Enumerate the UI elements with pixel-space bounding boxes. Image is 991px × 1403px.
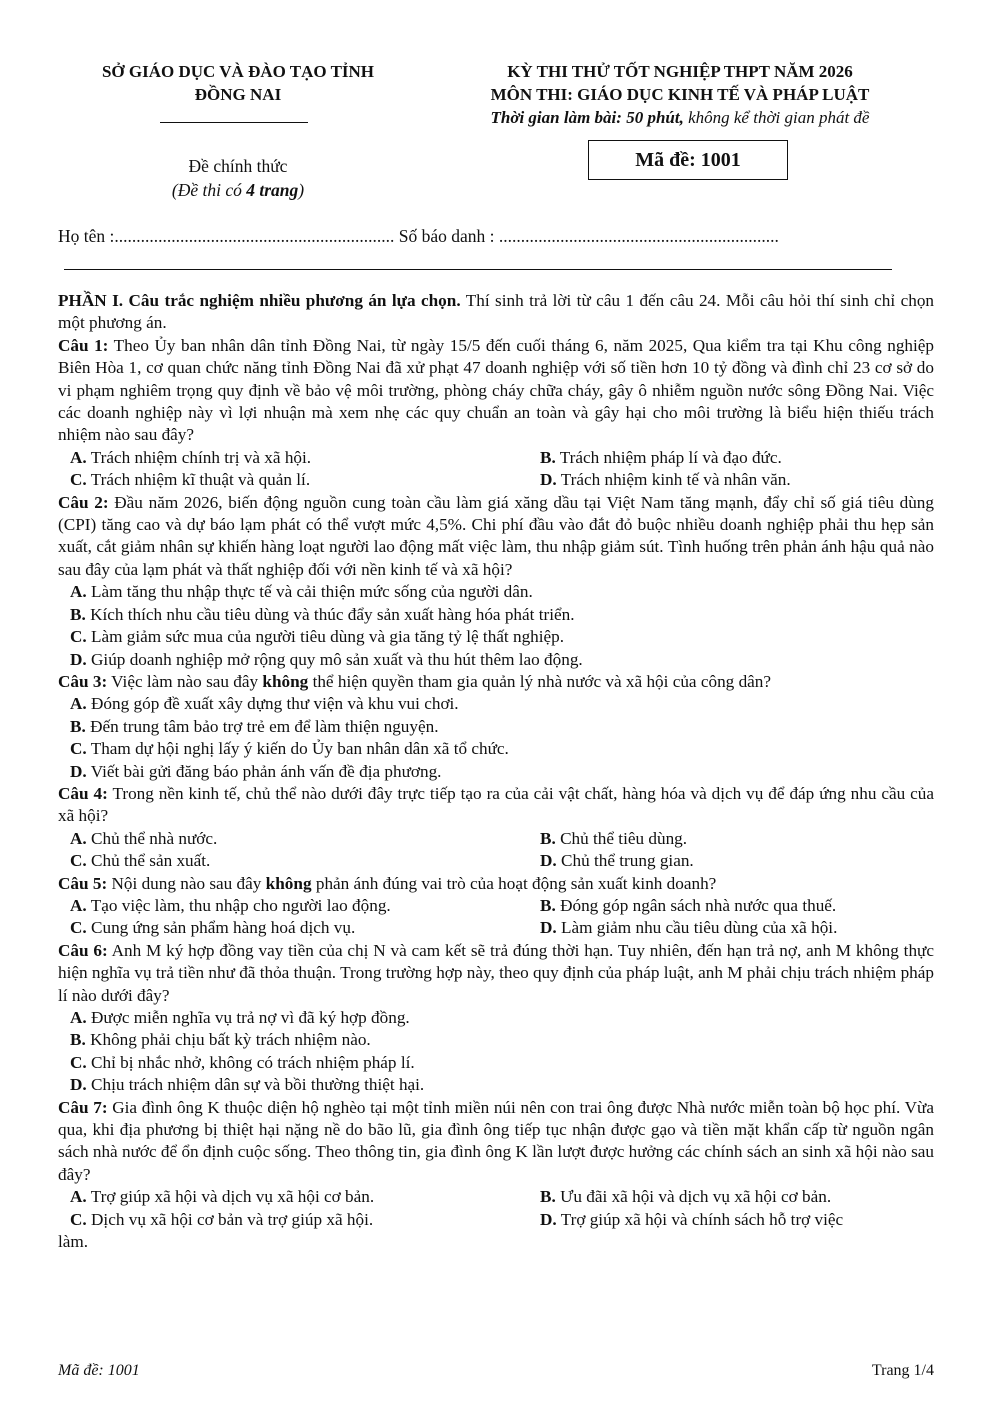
exam-time-rest: không kể thời gian phát đề (683, 108, 870, 127)
question-label: Câu 2: (58, 492, 109, 512)
options-row (58, 469, 934, 491)
question-text: Anh M ký hợp đồng vay tiền của chị N và cam kết sẽ trả đúng thời hạn. Tuy nhiên, đến hạn trả nợ, anh M không thực hiện nghĩa vụ trả tiền như đã thỏa thuận. Trong trường hợp này, theo quy định của pháp luật, anh M phải chịu trách nhiệm pháp lí nào dưới đây? (58, 940, 934, 1005)
question-text: Đầu năm 2026, biến động nguồn cung toàn cầu làm giá xăng dầu tại Việt Nam tăng mạnh, đẩy chỉ số giá tiêu dùng (CPI) tăng cao và dự báo lạm phát có thể vượt mức 4,5%. Chi phí đầu vào đắt đỏ buộc nhiều doanh nghiệp phải thu hẹp sản xuất, cắt giảm nhân sự khiến hàng loạt người lao động mất việc làm, thu nhập giảm sút. Tình huống trên phản ánh hậu quả nào sau đây của lạm phát và thất nghiệp đối với nền kinh tế và xã hội? (58, 492, 934, 579)
option-text: Cung ứng sản phẩm hàng hoá dịch vụ. (86, 918, 356, 938)
option-a (58, 895, 540, 917)
footer-page-number: Trang 1/4 (871, 1362, 934, 1379)
option-text: Trợ giúp xã hội và chính sách hỗ trợ việc (556, 1209, 844, 1229)
option-text: Chủ thể trung gian. (556, 851, 694, 871)
question-text: Nội dung nào sau đây (107, 873, 266, 893)
question-7 (58, 1097, 934, 1187)
option-d (58, 1074, 934, 1096)
option-text: Trách nhiệm kinh tế và nhân văn. (556, 470, 791, 490)
org-name-line2: ĐỒNG NAI (194, 85, 282, 104)
option-a (58, 693, 934, 715)
option-b (58, 604, 934, 626)
option-text: Chịu trách nhiệm dân sự và bồi thường thiệt hại. (86, 1075, 425, 1095)
option-d (540, 469, 934, 491)
option-text: Đóng góp ngân sách nhà nước qua thuế. (555, 895, 837, 915)
option-d (58, 761, 934, 783)
section-title: PHẦN I. Câu trắc nghiệm nhiều phương án lựa chọn. (58, 291, 461, 310)
option-letter: C. (70, 739, 87, 759)
question-emphasis: không (262, 671, 309, 691)
option-letter: B. (540, 828, 556, 848)
question-text: Gia đình ông K thuộc diện hộ nghèo tại một tỉnh miền núi nên con trai ông được Nhà nước miễn toàn bộ học phí. Vừa qua, khi địa phương bị thiệt hại nặng nề do bão lũ, gia đình ông tiếp tục nhận được gạo và tiền mặt khẩn cấp từ nguồn ngân sách nhà nước để ổn định cuộc sống. Theo thông tin, gia đình ông K lần lượt được hưởng các chính sách an sinh xã hội nào sau đây? (58, 1097, 934, 1184)
header-rule (64, 269, 892, 270)
option-text: Dịch vụ xã hội cơ bản và trợ giúp xã hội. (86, 1209, 374, 1229)
option-letter: D. (70, 1075, 87, 1095)
candidate-info-line: Họ tên :................................................................ Số báo danh : ................................................................ (58, 226, 779, 246)
option-text: Đến trung tâm bảo trợ trẻ em để làm thiện nguyện. (85, 716, 439, 736)
option-letter: A. (70, 828, 87, 848)
option-c (58, 738, 934, 760)
option-b (540, 895, 934, 917)
question-label: Câu 3: (58, 671, 108, 691)
option-d (540, 1209, 934, 1231)
option-b (58, 1029, 934, 1051)
option-a (58, 1186, 540, 1208)
option-text: Làm tăng thu nhập thực tế và cải thiện mức sống của người dân. (86, 582, 533, 602)
option-letter: B. (70, 716, 86, 736)
option-text: Trách nhiệm kĩ thuật và quản lí. (86, 470, 311, 490)
option-text: Tạo việc làm, thu nhập cho người lao động. (86, 895, 391, 915)
option-letter: A. (70, 1187, 87, 1207)
org-name-line1: SỞ GIÁO DỤC VÀ ĐÀO TẠO TỈNH (101, 62, 375, 81)
option-text: Giúp doanh nghiệp mở rộng quy mô sản xuất và thu hút thêm lao động. (86, 649, 583, 669)
exam-subject: MÔN THI: GIÁO DỤC KINH TẾ VÀ PHÁP LUẬT (490, 85, 870, 104)
option-letter: B. (70, 1030, 86, 1050)
options-row (58, 828, 934, 850)
official-label: Đề chính thức (188, 156, 288, 176)
page-count-pre: (Đề thi có (171, 180, 247, 200)
option-a (58, 828, 540, 850)
option-letter: A. (70, 895, 87, 915)
option-letter: D. (540, 470, 557, 490)
section-heading (58, 290, 934, 335)
question-text: thể hiện quyền tham gia quản lý nhà nước và xã hội của công dân? (308, 671, 772, 691)
option-letter: A. (70, 447, 87, 467)
question-1 (58, 335, 934, 447)
question-label: Câu 1: (58, 335, 109, 355)
options-row (58, 447, 934, 469)
option-text: Kích thích nhu cầu tiêu dùng và thúc đẩy sản xuất hàng hóa phát triển. (85, 604, 575, 624)
exam-time (420, 106, 940, 129)
option-letter: D. (70, 761, 87, 781)
option-letter: B. (70, 604, 86, 624)
option-text: Làm giảm nhu cầu tiêu dùng của xã hội. (556, 918, 838, 938)
option-letter: A. (70, 694, 87, 714)
exam-title: KỲ THI THỬ TỐT NGHIỆP THPT NĂM 2026 (507, 62, 853, 81)
option-letter: B. (540, 1187, 556, 1207)
option-letter: A. (70, 1008, 87, 1027)
option-text: Trợ giúp xã hội và dịch vụ xã hội cơ bản. (86, 1187, 375, 1207)
options-row (58, 1186, 934, 1208)
option-text: Tham dự hội nghị lấy ý kiến do Ủy ban nhân dân xã tổ chức. (86, 739, 509, 759)
option-letter: C. (70, 1052, 87, 1072)
options-row (58, 850, 934, 872)
option-letter: C. (70, 918, 87, 938)
option-c (58, 1209, 540, 1231)
option-a (58, 447, 540, 469)
option-text: Đóng góp đề xuất xây dựng thư viện và khu vui chơi. (86, 694, 459, 714)
option-b (58, 716, 934, 738)
footer-exam-code: Mã đề: 1001 (58, 1362, 140, 1379)
option-a (58, 581, 934, 603)
question-text: phản ánh đúng vai trò của hoạt động sản xuất kinh doanh? (311, 873, 717, 893)
question-2 (58, 492, 934, 582)
question-5 (58, 873, 934, 895)
page-count (58, 178, 418, 202)
question-3 (58, 671, 934, 693)
question-text: Việc làm nào sau đây (107, 671, 263, 691)
option-text: Làm giảm sức mua của người tiêu dùng và gia tăng tỷ lệ thất nghiệp. (86, 627, 565, 647)
option-text: Viết bài gửi đăng báo phản ánh vấn đề địa phương. (86, 761, 442, 781)
option-text: Ưu đãi xã hội và dịch vụ xã hội cơ bản. (555, 1187, 832, 1207)
header-left (58, 60, 418, 106)
option-letter: C. (70, 627, 87, 647)
question-6 (58, 940, 934, 1007)
option-letter: C. (70, 470, 87, 490)
option-c (58, 469, 540, 491)
options-row (58, 1209, 934, 1231)
option-a (58, 1007, 934, 1029)
option-text: Được miễn nghĩa vụ trả nợ vì đã ký hợp đồng. (86, 1008, 410, 1027)
option-c (58, 626, 934, 648)
header-right (420, 60, 940, 129)
option-d (540, 850, 934, 872)
option-d (540, 917, 934, 939)
option-letter: C. (70, 1209, 87, 1229)
option-text: Trách nhiệm chính trị và xã hội. (86, 447, 312, 467)
option-text: Chủ thể sản xuất. (86, 851, 211, 871)
question-4 (58, 783, 934, 828)
question-text: Theo Ủy ban nhân dân tỉnh Đồng Nai, từ ngày 15/5 đến cuối tháng 6, năm 2025, Qua kiểm tra tại Khu công nghiệp Biên Hòa 1, cơ quan chức năng tỉnh Đồng Nai đã xử phạt 47 doanh nghiệp với số tiền hơn 10 tỷ đồng và đình chỉ 23 cơ sở do vi phạm nghiêm trọng quy định về bảo vệ môi trường, phòng cháy chữa cháy, gây ô nhiễm nguồn nước sông Đồng Nai. Việc các doanh nghiệp này vì lợi nhuận mà xem nhẹ các quy chuẩn an toàn và gây hại cho môi trường là biểu hiện thiếu trách nhiệm nào sau đây? (58, 335, 935, 445)
exam-code-box: Mã đề: 1001 (588, 140, 788, 180)
option-text: Không phải chịu bất kỳ trách nhiệm nào. (85, 1030, 371, 1050)
options-row (58, 895, 934, 917)
exam-content (58, 290, 934, 1253)
question-label: Câu 5: (58, 873, 108, 893)
option-c (58, 917, 540, 939)
option-letter: D. (540, 1209, 557, 1229)
option-text: Chủ thể tiêu dùng. (555, 828, 688, 848)
option-letter: D. (70, 649, 87, 669)
section-instruction: Thí sinh trả lời từ câu 1 đến câu 24. Mỗi câu hỏi thí sinh chỉ chọn một phương án. (58, 291, 935, 333)
option-c (58, 850, 540, 872)
exam-time-bold: Thời gian làm bài: 50 phút, (490, 108, 684, 127)
official-block (58, 154, 418, 202)
option-letter: C. (70, 851, 87, 871)
question-label: Câu 7: (58, 1097, 108, 1117)
question-label: Câu 4: (58, 783, 108, 803)
option-letter: D. (540, 918, 557, 938)
option-b (540, 447, 934, 469)
page-count-post: ) (298, 180, 305, 200)
header-divider (160, 122, 308, 123)
option-letter: D. (540, 851, 557, 871)
option-b (540, 828, 934, 850)
option-text: Chỉ bị nhắc nhở, không có trách nhiệm pháp lí. (86, 1052, 415, 1072)
question-text: Trong nền kinh tế, chủ thể nào dưới đây trực tiếp tạo ra của cải vật chất, hàng hóa và dịch vụ để đáp ứng nhu cầu của xã hội? (58, 783, 934, 826)
option-d (58, 649, 934, 671)
options-row (58, 917, 934, 939)
question-emphasis: không (265, 873, 312, 893)
option-text: Chủ thể nhà nước. (86, 828, 218, 848)
question-label: Câu 6: (58, 940, 108, 960)
option-c (58, 1052, 934, 1074)
option-b (540, 1186, 934, 1208)
option-d-continuation: làm. (58, 1232, 89, 1252)
page-count-num: 4 trang (246, 180, 299, 200)
option-letter: B. (540, 895, 556, 915)
option-text: Trách nhiệm pháp lí và đạo đức. (555, 447, 782, 467)
option-letter: A. (70, 582, 87, 602)
option-letter: B. (540, 447, 556, 467)
